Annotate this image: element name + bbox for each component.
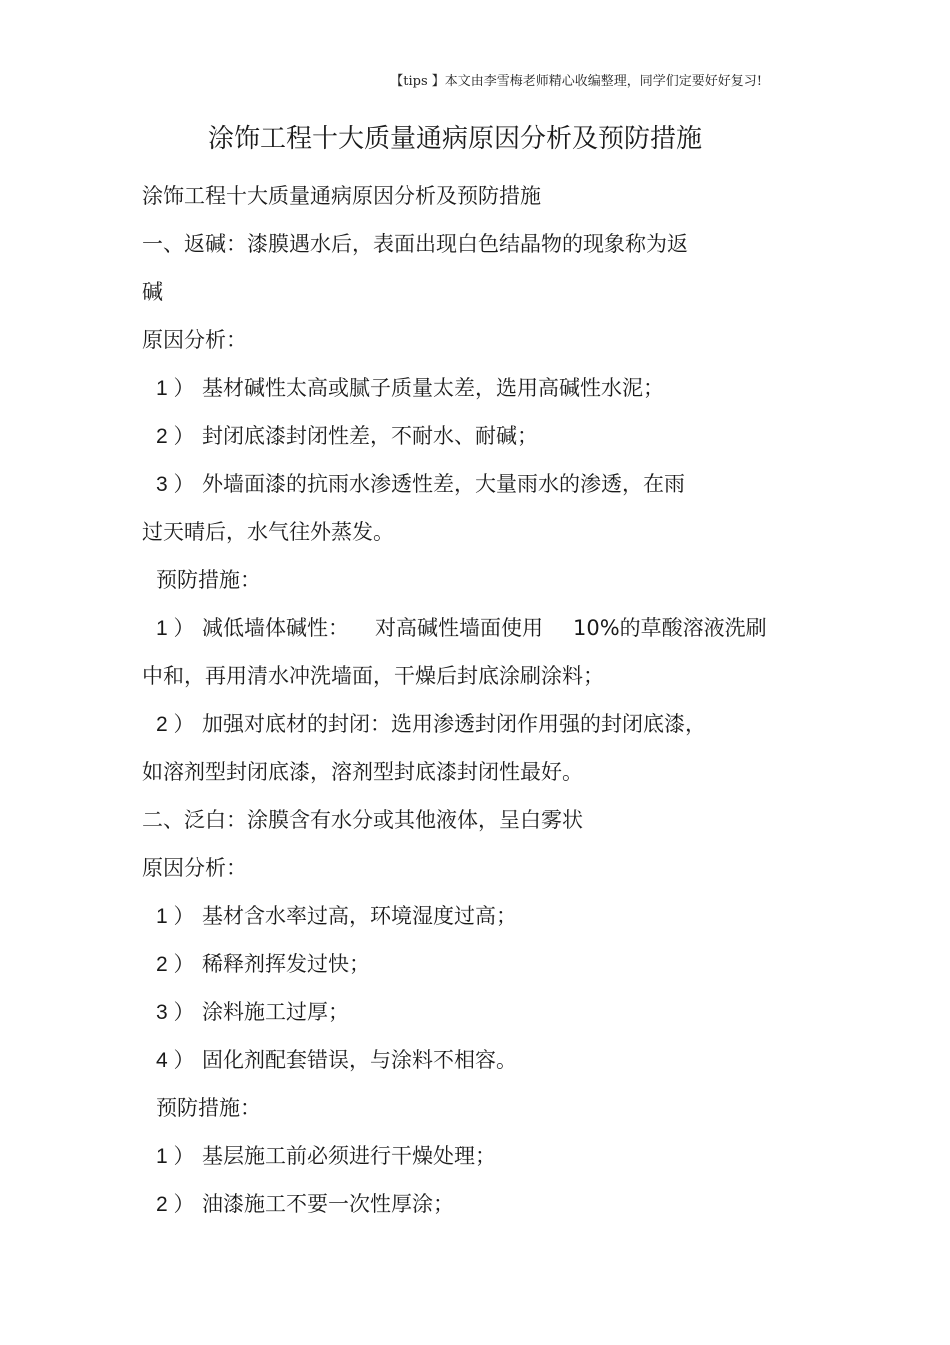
item-number: 1 ） <box>156 905 195 928</box>
section2-cause-item <box>142 992 842 1040</box>
section2-cause-label: 原因分析： <box>142 856 247 880</box>
section2-measure-item <box>142 1136 842 1184</box>
section2-measure-item <box>142 1184 842 1232</box>
section1-measure-item-cont: 中和，再用清水冲洗墙面，干燥后封底涂刷涂料； <box>142 664 604 688</box>
item-text: 基材含水率过高，环境湿度过高； <box>202 904 517 928</box>
section1-cause-label: 原因分析： <box>142 328 247 352</box>
item-text: 减低墙体碱性： <box>202 616 349 640</box>
section1-measure-item-cont: 如溶剂型封闭底漆，溶剂型封底漆封闭性最好。 <box>142 760 583 784</box>
item-number: 2 ） <box>156 425 195 448</box>
section1-heading-cont: 碱 <box>142 280 163 304</box>
item-number: 3 ） <box>156 1001 195 1024</box>
item-number: 2 ） <box>156 1193 195 1216</box>
tips-header: 【tips 】本文由李雪梅老师精心收编整理，同学们定要好好复习! <box>390 74 762 89</box>
section1-measure-item <box>142 704 842 752</box>
item-text: 外墙面漆的抗雨水渗透性差，大量雨水的渗透，在雨 <box>202 472 685 496</box>
item-number: 2 ） <box>156 953 195 976</box>
section1-measure-item <box>142 608 842 656</box>
document-body <box>142 176 842 1232</box>
section2-cause-item <box>142 896 842 944</box>
item-text: 基材碱性太高或腻子质量太差，选用高碱性水泥； <box>202 376 664 400</box>
item-text: 封闭底漆封闭性差，不耐水、耐碱； <box>202 424 538 448</box>
document-title: 涂饰工程十大质量通病原因分析及预防措施 <box>207 124 702 154</box>
item-text: 涂料施工过厚； <box>202 1000 349 1024</box>
subtitle: 涂饰工程十大质量通病原因分析及预防措施 <box>142 184 541 208</box>
item-number: 1 ） <box>156 617 195 640</box>
item-text: 10%的草酸溶液洗刷 <box>573 616 767 640</box>
item-text: 基层施工前必须进行干燥处理； <box>202 1144 496 1168</box>
section1-cause-item <box>142 416 842 464</box>
item-number: 3 ） <box>156 473 195 496</box>
item-text: 油漆施工不要一次性厚涂； <box>202 1192 454 1216</box>
section2-heading: 二、泛白：涂膜含有水分或其他液体，呈白雾状 <box>142 808 583 832</box>
item-text: 稀释剂挥发过快； <box>202 952 370 976</box>
section2-cause-item <box>142 944 842 992</box>
item-text: 固化剂配套错误，与涂料不相容。 <box>202 1048 517 1072</box>
item-number: 1 ） <box>156 1145 195 1168</box>
section1-cause-item <box>142 464 842 512</box>
item-number: 2 ） <box>156 713 195 736</box>
section2-prevent-label: 预防措施： <box>156 1096 261 1120</box>
item-text: 对高碱性墙面使用 <box>375 616 543 640</box>
section1-heading: 一、返碱：漆膜遇水后，表面出现白色结晶物的现象称为返 <box>142 232 688 256</box>
item-number: 4 ） <box>156 1049 195 1072</box>
section1-cause-item <box>142 368 842 416</box>
section1-cause-item-cont: 过天晴后，水气往外蒸发。 <box>142 520 394 544</box>
item-number: 1 ） <box>156 377 195 400</box>
item-text: 加强对底材的封闭：选用渗透封闭作用强的封闭底漆， <box>202 712 706 736</box>
section2-cause-item <box>142 1040 842 1088</box>
section1-prevent-label: 预防措施： <box>156 568 261 592</box>
